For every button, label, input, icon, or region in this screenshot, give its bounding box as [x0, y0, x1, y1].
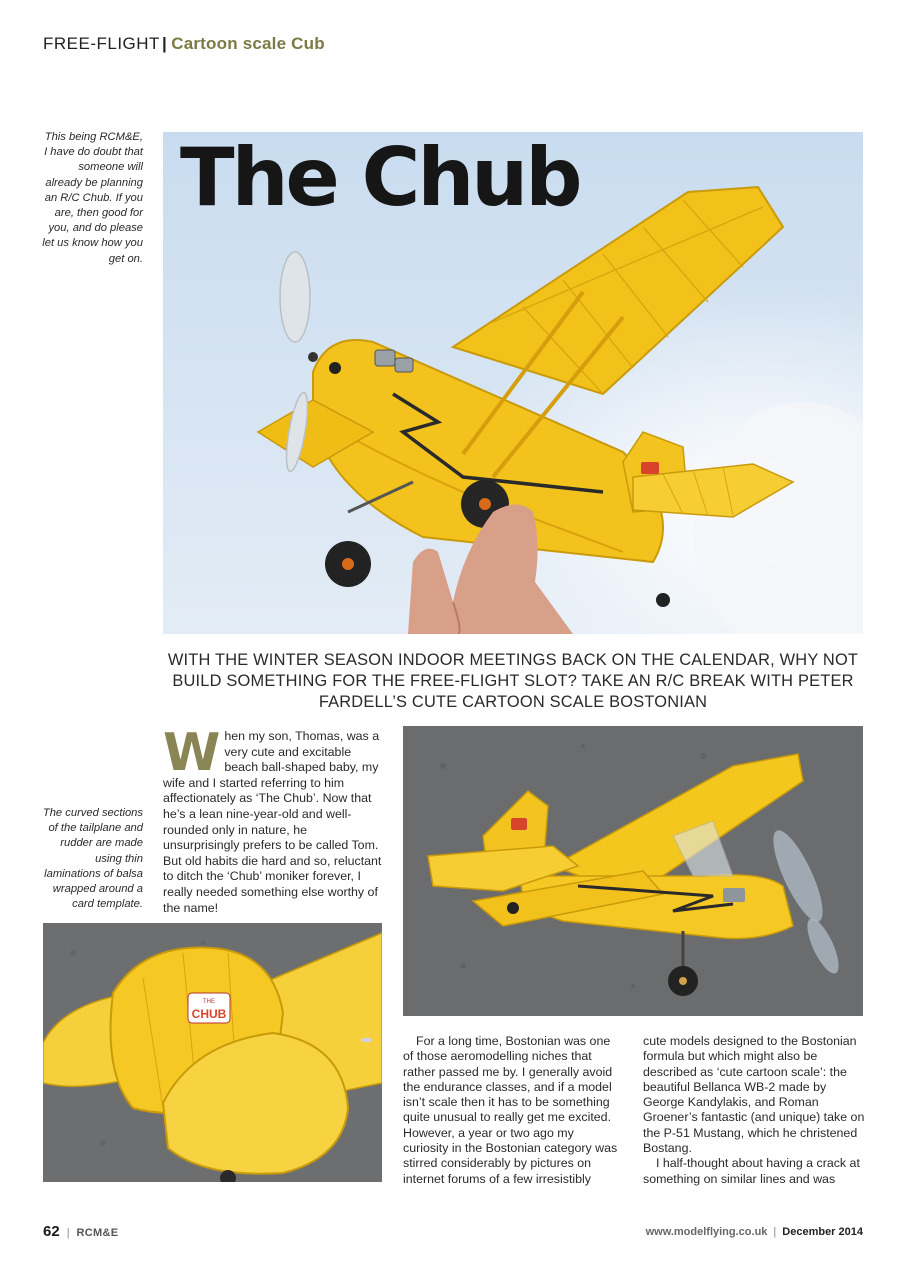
- drop-cap: W: [163, 723, 221, 783]
- header-separator: |: [161, 34, 168, 53]
- body-paragraph: cute models designed to the Bostonian formula but which might also be described as ‘cute cartoon scale’: the beautiful Bellanca WB-2 made by George Kandylakis, and Roman Groener’s fantastic (and unique) take on the P-51 Mustang, which he christened Bostang.: [643, 1034, 865, 1156]
- model-on-ground-illustration: [403, 726, 863, 1016]
- footer-right: [646, 1226, 863, 1238]
- tail-badge-logo: CHUB: [191, 1007, 227, 1021]
- footer-separator: |: [773, 1226, 777, 1238]
- running-header: [43, 34, 325, 54]
- body-paragraph: For a long time, Bostonian was one of those aeromodelling niches that rather passed me by. I generally avoid the endurance classes, and if a model isn’t scale then it has to be something quite unusual to really get me excited. However, a year or two ago my curiosity in the Bostonian category was stirred considerably by pictures on internet forums of a few irresistibly: [403, 1034, 618, 1186]
- footer-left: [43, 1223, 118, 1240]
- magazine-name: RCM&E: [76, 1227, 119, 1239]
- model-on-ground-photo: [403, 726, 863, 1016]
- footer-separator: |: [66, 1227, 70, 1239]
- caption-tail-photo: The curved sections of the tailplane and rudder are made using thin laminations of balsa wrapped around a card template.: [42, 807, 143, 911]
- caption-hero: This being RCM&E, I have do doubt that someone will already be planning an R/C Chub. If you are, then good for you, and do please let us know how you get on.: [42, 131, 143, 265]
- body-column-1: [403, 1034, 621, 1187]
- tail-closeup-illustration: [43, 923, 382, 1182]
- tail-logo-badge: [641, 462, 659, 474]
- article-title: The Chub: [180, 131, 580, 224]
- intro-text: hen my son, Thomas, was a very cute and excitable beach ball-shaped baby, my wife and I started referring to him affectionately as ‘The Chub’. Now that he’s a lean nine-year-old and well-rounded only in nature, he unsurprisingly prefers to be called Tom. But old habits die hard and so, reluctant to ditch the ‘Chub’ moniker forever, I really needed something else worthy of the name!: [163, 729, 382, 915]
- body-column-2: [643, 1034, 865, 1187]
- website-link[interactable]: www.modelflying.co.uk: [645, 1226, 768, 1238]
- body-paragraph: I half-thought about having a crack at something on similar lines and was: [643, 1156, 860, 1186]
- standfirst: WITH THE WINTER SEASON INDOOR MEETINGS BACK ON THE CALENDAR, WHY NOT BUILD SOMETHING FOR THE FREE-FLIGHT SLOT? TAKE AN R/C BREAK WITH PETER FARDELL’S CUTE CARTOON SCALE BOSTONIAN: [167, 651, 859, 711]
- page-number: 62: [43, 1223, 60, 1240]
- header-title: Cartoon scale Cub: [171, 34, 325, 53]
- tail-closeup-photo: [43, 923, 382, 1182]
- intro-paragraph: [163, 723, 385, 916]
- tail-badge-top: THE: [203, 999, 215, 1005]
- issue-date: December 2014: [782, 1226, 863, 1238]
- section-label: FREE-FLIGHT: [43, 34, 160, 53]
